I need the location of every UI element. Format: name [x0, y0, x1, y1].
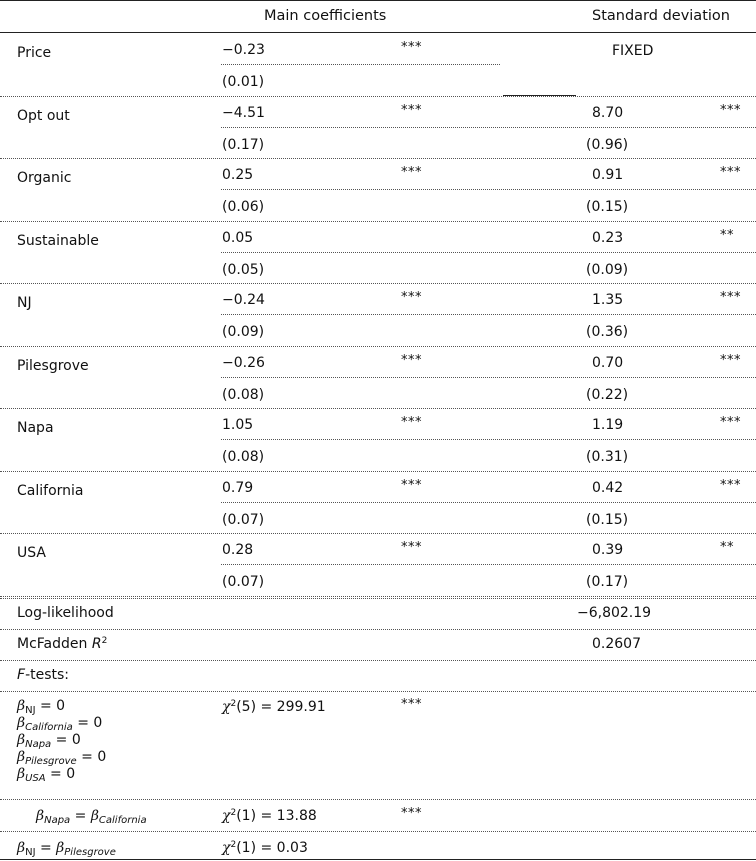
sd-significance: ***	[720, 102, 741, 118]
coef-value: −4.51	[222, 104, 265, 121]
sd-std-error: (0.15)	[586, 511, 629, 528]
table-bottom-rule	[0, 859, 756, 860]
coef-significance: ***	[401, 102, 422, 118]
row-divider	[0, 533, 756, 534]
table-top-rule	[0, 0, 756, 1]
sd-significance: ***	[720, 290, 741, 305]
coef-significance: ***	[401, 477, 422, 493]
coef-value: −0.26	[222, 354, 265, 371]
coef-std-error: (0.09)	[222, 324, 265, 340]
header-standard-deviation: Standard deviation	[592, 8, 730, 24]
ftest1-statistic: $\chi^2(5) = 299.91$	[222, 699, 326, 715]
coef-value: 1.05	[222, 417, 254, 433]
sub-divider	[221, 64, 500, 65]
ftest1-hypothesis-line: $\beta_{Pilesgrove} = 0$	[17, 749, 107, 767]
sub-divider	[221, 314, 756, 315]
row-divider	[0, 691, 756, 692]
ftest2-significance: ***	[401, 806, 422, 821]
sd-std-error: (0.22)	[586, 386, 629, 403]
sub-divider	[221, 189, 756, 190]
mcfadden-label: McFadden $R^2$	[17, 636, 108, 652]
sub-divider	[221, 502, 756, 503]
coef-value: 0.28	[222, 542, 254, 558]
coef-std-error: (0.08)	[222, 449, 265, 465]
sd-value: 1.35	[592, 292, 624, 308]
sd-value: 8.70	[592, 104, 624, 121]
sd-std-error: (0.17)	[586, 574, 629, 590]
row-divider	[0, 221, 756, 222]
row-divider	[0, 831, 756, 832]
coef-significance: ***	[401, 540, 422, 555]
row-label: Price	[17, 45, 52, 61]
sd-value: 0.91	[592, 167, 624, 183]
row-divider	[0, 283, 756, 284]
loglik-value: −6,802.19	[577, 605, 652, 621]
sd-significance: **	[720, 227, 734, 243]
coef-std-error: (0.05)	[222, 261, 265, 278]
coef-significance: ***	[401, 165, 422, 180]
coef-value: 0.25	[222, 167, 254, 183]
ftest1-hypothesis-line: $\beta_{NJ} = 0$	[17, 698, 66, 716]
sub-divider	[221, 252, 756, 253]
ftest2-hypothesis: $\beta_{Napa} = \beta_{California}$	[36, 808, 147, 826]
sd-value: 0.39	[592, 542, 624, 558]
coef-value: 0.05	[222, 229, 254, 246]
ftest3-statistic: $\chi^2(1) = 0.03$	[222, 840, 308, 856]
sd-std-error: (0.15)	[586, 199, 629, 215]
row-label: NJ	[17, 295, 32, 311]
row-label: USA	[17, 545, 46, 561]
sub-divider	[221, 377, 756, 378]
sd-significance: ***	[720, 415, 741, 430]
coef-value: 0.79	[222, 479, 254, 496]
coef-std-error: (0.07)	[222, 574, 265, 590]
sd-significance: **	[720, 540, 734, 555]
ftest3-hypothesis: $\beta_{NJ} = \beta_{Pilesgrove}$	[17, 840, 116, 858]
coef-std-error: (0.06)	[222, 199, 265, 215]
row-divider	[0, 471, 756, 472]
row-divider	[0, 598, 756, 599]
ftest2-statistic: $\chi^2(1) = 13.88$	[222, 808, 317, 824]
coef-value: −0.24	[222, 292, 265, 308]
sd-value: 0.23	[592, 229, 624, 246]
header-rule	[0, 32, 756, 33]
sd-value: 1.19	[592, 417, 624, 433]
row-divider	[0, 629, 756, 630]
sub-divider	[221, 127, 756, 128]
sd-std-error: (0.09)	[586, 261, 629, 278]
coef-std-error: (0.17)	[222, 136, 265, 153]
sd-std-error: (0.36)	[586, 324, 629, 340]
row-divider	[0, 660, 756, 661]
row-label: Organic	[17, 170, 72, 186]
row-label: Sustainable	[17, 232, 99, 249]
ftest1-hypothesis-line: $\beta_{USA} = 0$	[17, 766, 76, 784]
coef-std-error: (0.08)	[222, 386, 265, 403]
sd-std-error: (0.31)	[586, 449, 629, 465]
row-label: California	[17, 482, 84, 499]
coef-significance: ***	[401, 40, 422, 55]
coef-std-error: (0.01)	[222, 74, 265, 90]
coef-std-error: (0.07)	[222, 511, 265, 528]
row-divider	[0, 158, 756, 159]
coef-significance: ***	[401, 415, 422, 430]
sd-value: FIXED	[612, 43, 654, 59]
sd-value: 0.70	[592, 354, 624, 371]
row-label: Pilesgrove	[17, 357, 89, 374]
coef-significance: ***	[401, 290, 422, 305]
sub-divider	[221, 564, 756, 565]
ftests-heading: F-tests:	[17, 667, 70, 683]
row-label: Opt out	[17, 107, 70, 124]
header-main-coefficients: Main coefficients	[264, 8, 387, 24]
ftest1-hypothesis-line: $\beta_{Napa} = 0$	[17, 732, 81, 750]
ftest1-hypothesis-line: $\beta_{California} = 0$	[17, 715, 103, 733]
coef-significance: ***	[401, 352, 422, 368]
row-divider	[0, 408, 756, 409]
row-divider	[0, 596, 756, 597]
coef-value: −0.23	[222, 42, 265, 58]
sd-significance: ***	[720, 165, 741, 180]
ftest1-significance: ***	[401, 697, 422, 712]
sub-divider	[221, 439, 756, 440]
mcfadden-value: 0.2607	[592, 636, 641, 652]
sd-significance: ***	[720, 477, 741, 493]
row-divider	[0, 346, 756, 347]
loglik-label: Log-likelihood	[17, 605, 114, 621]
sd-significance: ***	[720, 352, 741, 368]
row-label: Napa	[17, 420, 54, 436]
sd-value: 0.42	[592, 479, 624, 496]
row-divider	[0, 96, 756, 97]
sd-std-error: (0.96)	[586, 136, 629, 153]
row-divider	[0, 799, 756, 800]
